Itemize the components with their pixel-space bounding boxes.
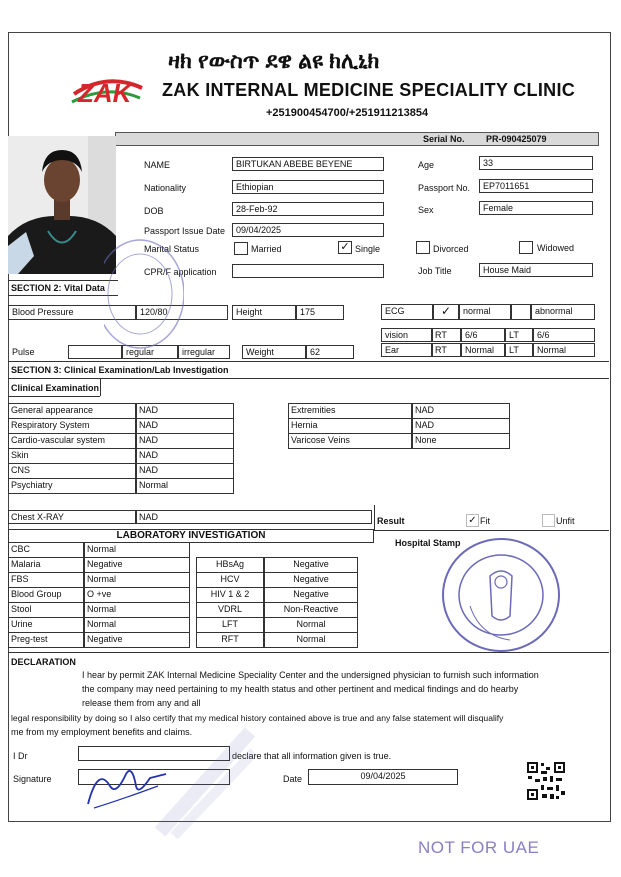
cpr-label: CPR/F application <box>144 267 217 277</box>
section2-top-rule <box>8 280 118 281</box>
single-checkbox[interactable]: ✓ <box>338 241 352 254</box>
passport-issue-value: 09/04/2025 <box>232 223 384 237</box>
lab-row-value: O +ve <box>84 587 190 603</box>
lab-right-row-label: RFT <box>196 632 264 648</box>
single-label: Single <box>355 244 381 254</box>
vision-rt-value: 6/6 <box>461 328 505 342</box>
result-divider <box>374 505 375 530</box>
weight-label: Weight <box>242 345 306 359</box>
blood-pressure-value: 120/80 <box>136 305 228 320</box>
clinical-exam-right-row-label: Extremities <box>288 403 412 419</box>
clinical-exam-row-value: NAD <box>136 433 234 449</box>
chest-xray-label: Chest X-RAY <box>8 510 136 524</box>
divorced-label: Divorced <box>433 244 469 254</box>
sex-value: Female <box>479 201 593 215</box>
lab-row-label: FBS <box>8 572 84 588</box>
clinical-exam-row-value: Normal <box>136 478 234 494</box>
lab-right-row-label: HCV <box>196 572 264 588</box>
lab-right-row-value: Non-Reactive <box>264 602 358 618</box>
fit-label: Fit <box>480 516 490 526</box>
clinical-exam-right-row-value: None <box>412 433 510 449</box>
date-label: Date <box>283 774 303 784</box>
clinic-logo <box>70 62 144 118</box>
lab-row-label: Urine <box>8 617 84 633</box>
clinical-title-divider <box>100 379 101 396</box>
declaration-line-4: legal responsibility by doing so I also certify that my medical history contained above is true and any false statement will disqualify <box>11 713 504 723</box>
clinic-stamp-right <box>440 536 562 654</box>
height-value: 175 <box>296 305 344 320</box>
clinical-exam-row-label: Respiratory System <box>8 418 136 434</box>
vision-label: vision <box>381 328 433 342</box>
age-label: Age <box>418 160 435 170</box>
clinical-exam-row-value: NAD <box>136 448 234 464</box>
result-rule <box>374 530 609 531</box>
signature-label: Signature <box>13 774 52 784</box>
lab-right-row-value: Negative <box>264 572 358 588</box>
doctor-stamp <box>150 722 260 842</box>
ecg-abnormal-checkbox[interactable] <box>511 304 531 320</box>
age-value: 33 <box>479 156 593 170</box>
chest-xray-value: NAD <box>136 510 372 524</box>
section2-title: SECTION 2: Vital Data <box>11 283 105 293</box>
lab-right-row-label: VDRL <box>196 602 264 618</box>
clinical-exam-row-label: Skin <box>8 448 136 464</box>
clinical-exam-right-row-value: NAD <box>412 403 510 419</box>
pulse-label: Pulse <box>12 347 35 357</box>
sex-label: Sex <box>418 205 434 215</box>
vision-rt-label: RT <box>431 328 461 342</box>
divorced-checkbox[interactable] <box>416 241 430 254</box>
section2-bottom-rule <box>8 295 118 296</box>
serial-label: Serial No. <box>423 134 465 144</box>
clinical-exam-title: Clinical Examination <box>11 383 100 393</box>
lab-row-label: Malaria <box>8 557 84 573</box>
clinical-exam-row-label: General appearance <box>8 403 136 419</box>
serial-value: PR-090425079 <box>486 134 547 144</box>
nationality-value: Ethiopian <box>232 180 384 194</box>
clinical-title-rule <box>8 396 100 397</box>
widowed-checkbox[interactable] <box>519 241 533 254</box>
height-label: Height <box>232 305 296 320</box>
job-title-value: House Maid <box>479 263 593 277</box>
cpr-value <box>232 264 384 278</box>
pulse-irregular[interactable]: irregular <box>178 345 230 359</box>
clinical-exam-right-row-label: Hernia <box>288 418 412 434</box>
nationality-label: Nationality <box>144 183 187 193</box>
section3-top-rule <box>8 361 609 362</box>
ear-rt-value: Normal <box>461 343 505 357</box>
dr-label: I Dr <box>13 751 28 761</box>
section3-title: SECTION 3: Clinical Examination/Lab Investigation <box>11 365 229 375</box>
ecg-normal-label: normal <box>459 304 511 320</box>
clinical-exam-row-label: CNS <box>8 463 136 479</box>
lab-row-value: Normal <box>84 572 190 588</box>
lab-row-label: Blood Group <box>8 587 84 603</box>
qr-code-icon <box>526 761 566 801</box>
lab-row-label: Stool <box>8 602 84 618</box>
clinic-name: ZAK INTERNAL MEDICINE SPECIALITY CLINIC <box>162 80 576 100</box>
ear-lt-value: Normal <box>533 343 595 357</box>
dob-label: DOB <box>144 206 164 216</box>
unfit-checkbox[interactable] <box>542 514 555 527</box>
passport-label: Passport No. <box>418 183 471 193</box>
lab-row-value: Negative <box>84 632 190 648</box>
lab-row-value: Normal <box>84 602 190 618</box>
vision-lt-label: LT <box>505 328 533 342</box>
lab-right-row-label: HIV 1 & 2 <box>196 587 264 603</box>
logo-text: ZAK <box>78 78 132 108</box>
clinical-exam-right-row-value: NAD <box>412 418 510 434</box>
marital-status-label: Marital Status <box>144 244 200 254</box>
declaration-rule <box>8 652 609 653</box>
lab-right-row-label: HBsAg <box>196 557 264 573</box>
applicant-photo <box>8 136 116 274</box>
clinical-exam-row-label: Psychiatry <box>8 478 136 494</box>
declaration-line-5: me from my employment benefits and claims. <box>11 727 193 737</box>
married-checkbox[interactable] <box>234 242 248 255</box>
lab-right-row-label: LFT <box>196 617 264 633</box>
declaration-title: DECLARATION <box>11 657 76 667</box>
amharic-clinic-name: ዛክ የውስጥ ደዌ ልዩ ክሊኒክ <box>168 48 380 73</box>
widowed-label: Widowed <box>537 243 575 253</box>
fit-checkbox[interactable]: ✓ <box>466 514 479 527</box>
weight-value: 62 <box>306 345 354 359</box>
job-title-label: Job Title <box>418 266 452 276</box>
clinic-stamp-left <box>104 238 184 350</box>
clinical-exam-right-row-label: Varicose Veins <box>288 433 412 449</box>
date-value: 09/04/2025 <box>308 769 458 785</box>
ecg-label: ECG <box>381 304 433 320</box>
vision-lt-value: 6/6 <box>533 328 595 342</box>
lab-row-value: Normal <box>84 542 190 558</box>
lab-row-value: Negative <box>84 557 190 573</box>
clinic-phones: +251900454700/+251911213854 <box>266 107 429 119</box>
clinical-exam-row-value: NAD <box>136 418 234 434</box>
name-value: BIRTUKAN ABEBE BEYENE <box>232 157 384 171</box>
lab-row-value: Normal <box>84 617 190 633</box>
ecg-abnormal-label: abnormal <box>531 304 595 320</box>
lab-right-row-value: Negative <box>264 587 358 603</box>
declare-text: declare that all information given is true. <box>232 751 392 761</box>
blood-pressure-label: Blood Pressure <box>12 307 74 317</box>
lab-right-row-value: Normal <box>264 632 358 648</box>
passport-issue-label: Passport Issue Date <box>144 226 226 236</box>
lab-title: LABORATORY INVESTIGATION <box>8 529 374 543</box>
clinical-exam-row-label: Cardio-vascular system <box>8 433 136 449</box>
lab-row-label: Preg-test <box>8 632 84 648</box>
name-label: NAME <box>144 160 171 170</box>
lab-right-row-value: Normal <box>264 617 358 633</box>
ear-rt-label: RT <box>431 343 461 357</box>
passport-value: EP7011651 <box>479 179 593 193</box>
ear-lt-label: LT <box>505 343 533 357</box>
ecg-normal-checkbox[interactable]: ✓ <box>433 304 459 320</box>
section3-mid-rule <box>8 378 609 379</box>
hospital-stamp-label: Hospital Stamp <box>395 538 461 548</box>
married-label: Married <box>251 244 282 254</box>
declaration-line-2: the company may need pertaining to my health status and other pertinent and medical findings and do hearby <box>82 684 519 694</box>
declaration-line-3: release them from any and all <box>82 698 201 708</box>
clinical-exam-row-value: NAD <box>136 403 234 419</box>
unfit-label: Unfit <box>556 516 575 526</box>
not-for-uae-watermark: NOT FOR UAE <box>418 838 540 857</box>
lab-row-label: CBC <box>8 542 84 558</box>
result-label: Result <box>377 516 405 526</box>
ear-label: Ear <box>381 343 433 357</box>
pulse-regular[interactable]: regular <box>122 345 178 359</box>
clinical-exam-row-value: NAD <box>136 463 234 479</box>
declaration-line-1: I hear by permit ZAK Internal Medicine Speciality Center and the undersigned physician to furnish such information <box>82 670 539 680</box>
dob-value: 28-Feb-92 <box>232 202 384 216</box>
lab-right-row-value: Negative <box>264 557 358 573</box>
